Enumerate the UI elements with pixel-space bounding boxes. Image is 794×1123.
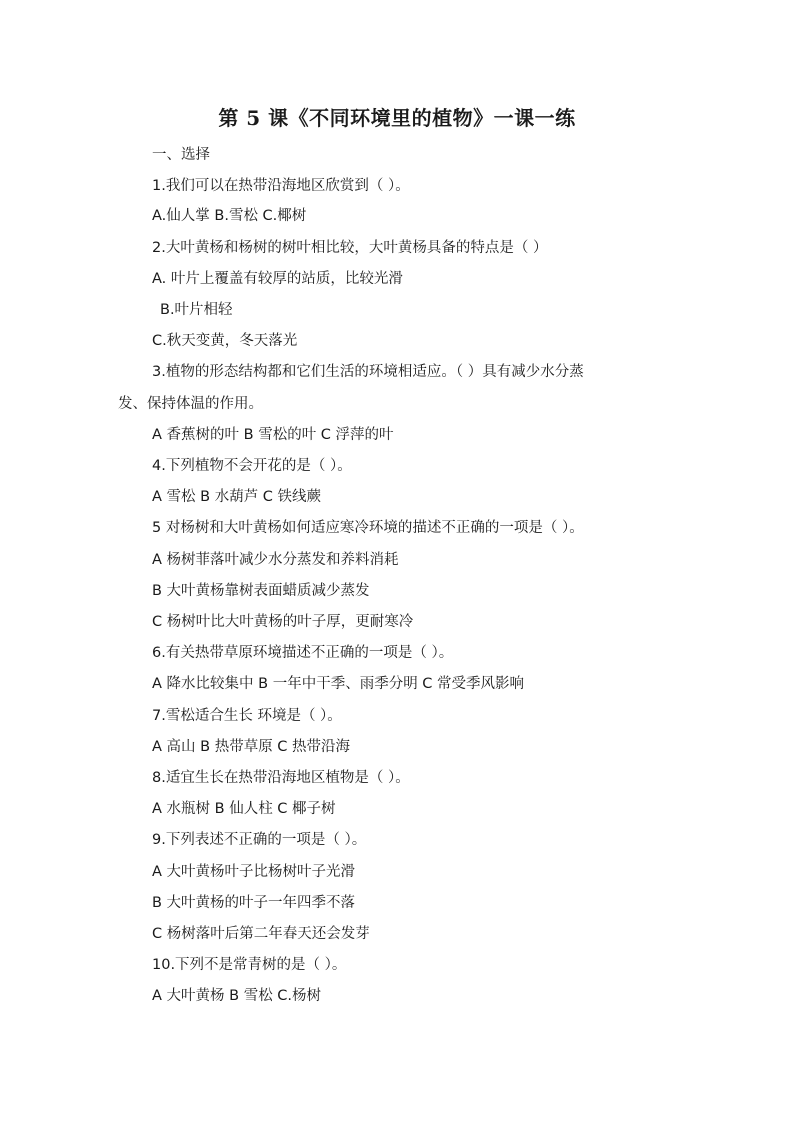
question-2: 2.大叶黄杨和杨树的树叶相比较，大叶黄杨具备的特点是（ ）: [152, 240, 548, 256]
question-4-options: A 雪松 B 水葫芦 C 铁线蕨: [152, 489, 322, 505]
question-8: 8.适宜生长在热带沿海地区植物是（ ）。: [152, 770, 410, 786]
question-2-option-b: B.叶片相轻: [160, 302, 233, 318]
question-5: 5 对杨树和大叶黄杨如何适应寒冷环境的描述不正确的一项是（ ）。: [152, 520, 584, 536]
question-1-options: A.仙人掌 B.雪松 C.椰树: [152, 208, 307, 224]
question-8-options: A 水瓶树 B 仙人柱 C 椰子树: [152, 801, 336, 817]
question-5-option-b: B 大叶黄杨靠树表面蜡质减少蒸发: [152, 583, 370, 599]
question-9-option-b: B 大叶黄杨的叶子一年四季不落: [152, 895, 356, 911]
question-6: 6.有关热带草原环境描述不正确的一项是（ ）。: [152, 645, 454, 661]
document-title: 第 5 课《不同环境里的植物》一课一练: [218, 106, 576, 130]
section-heading: 一、选择: [152, 147, 210, 163]
question-2-option-c: C.秋天变黄，冬天落光: [152, 333, 298, 349]
question-3-options: A 香蕉树的叶 B 雪松的叶 C 浮萍的叶: [152, 427, 394, 443]
question-2-option-a: A. 叶片上覆盖有较厚的站质，比较光滑: [152, 271, 403, 287]
question-10-options: A 大叶黄杨 B 雪松 C.杨树: [152, 988, 322, 1004]
question-7-options: A 高山 B 热带草原 C 热带沿海: [152, 739, 351, 755]
question-10: 10.下列不是常青树的是（ ）。: [152, 957, 347, 973]
question-5-option-a: A 杨树菲落叶减少水分蒸发和养料消耗: [152, 552, 399, 568]
question-9-option-c: C 杨树落叶后第二年春天还会发芽: [152, 926, 370, 942]
question-4: 4.下列植物不会开花的是（ ）。: [152, 458, 352, 474]
question-9-option-a: A 大叶黄杨叶子比杨树叶子光滑: [152, 864, 356, 880]
question-6-options: A 降水比较集中 B 一年中干季、雨季分明 C 常受季风影响: [152, 676, 525, 692]
question-3-continuation: 发、保持体温的作用。: [118, 396, 263, 412]
question-3: 3.植物的形态结构都和它们生活的环境相适应。（ ）具有减少水分蒸: [152, 364, 584, 380]
question-5-option-c: C 杨树叶比大叶黄杨的叶子厚，更耐寒冷: [152, 614, 414, 630]
question-9: 9.下列表述不正确的一项是（ ）。: [152, 832, 367, 848]
question-7: 7.雪松适合生长 环境是（ ）。: [152, 708, 342, 724]
question-1: 1.我们可以在热带沿海地区欣赏到（ ）。: [152, 178, 410, 194]
